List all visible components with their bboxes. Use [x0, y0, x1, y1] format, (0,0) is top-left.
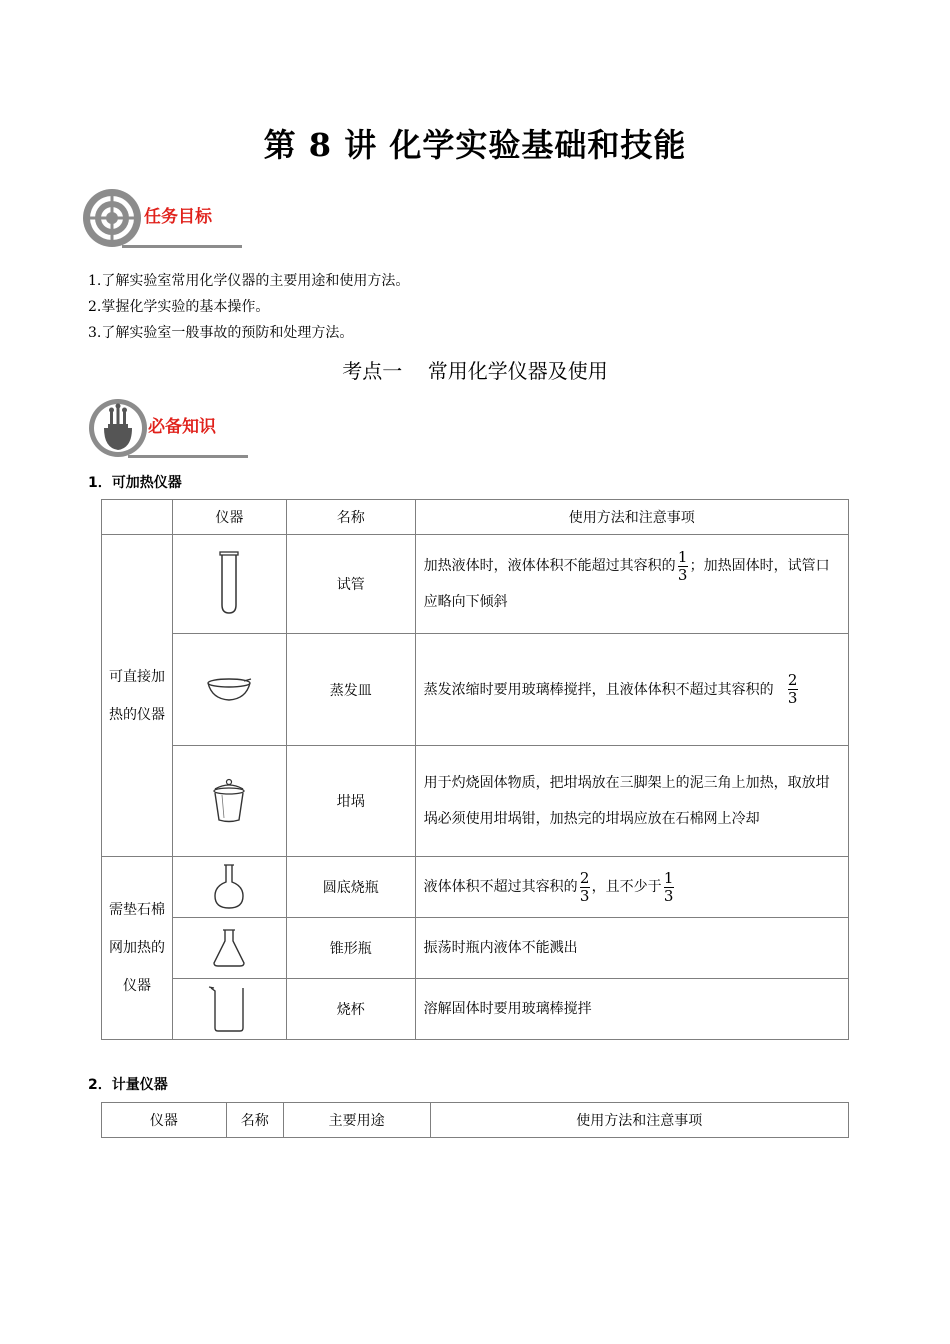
instrument-picture	[172, 918, 286, 979]
target-icon	[82, 188, 142, 248]
goal-item: 2.掌握化学实验的基本操作。	[88, 299, 270, 315]
header-cell	[102, 500, 173, 535]
lamp-icon	[88, 398, 148, 458]
instrument-usage: 加热液体时，液体体积不能超过其容积的 $\frac{1}{3}$ ；加热固体时，试管口应略向下倾斜	[415, 535, 848, 634]
instrument-usage: 蒸发浓缩时要用玻璃棒搅拌，且液体体积不超过其容积的 $\frac{2}{3}$	[415, 634, 848, 746]
header-cell: 名称	[226, 1103, 283, 1138]
goal-item: 3.了解实验室一般事故的预防和处理方法。	[88, 325, 354, 341]
instrument-name: 试管	[286, 535, 415, 634]
section-rule	[128, 455, 248, 458]
table-header-row	[102, 500, 849, 535]
header-cell: 仪器	[172, 500, 286, 535]
header-cell: 使用方法和注意事项	[415, 500, 848, 535]
table-row	[102, 535, 849, 634]
instrument-name: 坩埚	[286, 746, 415, 857]
category-cell: 可直接加 热的仪器	[102, 535, 173, 857]
table-row	[102, 918, 849, 979]
instrument-picture	[172, 746, 286, 857]
instrument-usage: 溶解固体时要用玻璃棒搅拌	[415, 979, 848, 1040]
test-tube-icon	[214, 549, 244, 619]
table-header-row	[102, 1103, 849, 1138]
instrument-name: 锥形瓶	[286, 918, 415, 979]
heading-heatable: 1．可加热仪器	[88, 475, 182, 491]
fraction: $\frac{1}{3}$	[663, 868, 674, 905]
instrument-picture	[172, 535, 286, 634]
instrument-name: 圆底烧瓶	[286, 857, 415, 918]
instrument-usage: 振荡时瓶内液体不能溅出	[415, 918, 848, 979]
beaker-icon	[207, 984, 251, 1034]
instrument-picture	[172, 634, 286, 746]
table-heatable-instruments	[101, 499, 849, 1040]
crucible-icon	[209, 776, 249, 826]
header-cell: 名称	[286, 500, 415, 535]
table-row	[102, 634, 849, 746]
evaporating-dish-icon	[204, 675, 254, 705]
table-row	[102, 857, 849, 918]
section-badge-knowledge	[88, 398, 258, 462]
instrument-name: 烧杯	[286, 979, 415, 1040]
conical-flask-icon	[209, 927, 249, 969]
topic-title: 考点一 常用化学仪器及使用	[342, 359, 608, 383]
round-bottom-flask-icon	[211, 862, 247, 912]
page-title: 第 8 讲 化学实验基础和技能	[263, 126, 687, 164]
header-cell: 使用方法和注意事项	[430, 1103, 848, 1138]
table-row	[102, 979, 849, 1040]
goal-item: 1.了解实验室常用化学仪器的主要用途和使用方法。	[88, 273, 410, 289]
section-badge-goals	[82, 188, 252, 252]
header-cell: 仪器	[102, 1103, 227, 1138]
fraction: $\frac{1}{3}$	[677, 547, 688, 584]
section-rule	[122, 245, 242, 248]
section-label-knowledge: 必备知识	[148, 417, 216, 437]
instrument-picture	[172, 857, 286, 918]
category-cell: 需垫石棉 网加热的 仪器	[102, 857, 173, 1040]
instrument-usage: 液体体积不超过其容积的 $\frac{2}{3}$ ，且不少于 $\frac{1}{3}$	[415, 857, 848, 918]
heading-measuring: 2．计量仪器	[88, 1077, 168, 1093]
instrument-picture	[172, 979, 286, 1040]
header-cell: 主要用途	[283, 1103, 430, 1138]
instrument-usage: 用于灼烧固体物质，把坩埚放在三脚架上的泥三角上加热，取放坩埚必须使用坩埚钳，加热完的坩埚应放在石棉网上冷却	[415, 746, 848, 857]
fraction: $\frac{2}{3}$	[787, 671, 798, 707]
fraction: $\frac{2}{3}$	[579, 868, 590, 905]
section-label-goals: 任务目标	[144, 207, 212, 227]
instrument-name: 蒸发皿	[286, 634, 415, 746]
table-row	[102, 746, 849, 857]
table-measuring-instruments	[101, 1102, 849, 1138]
